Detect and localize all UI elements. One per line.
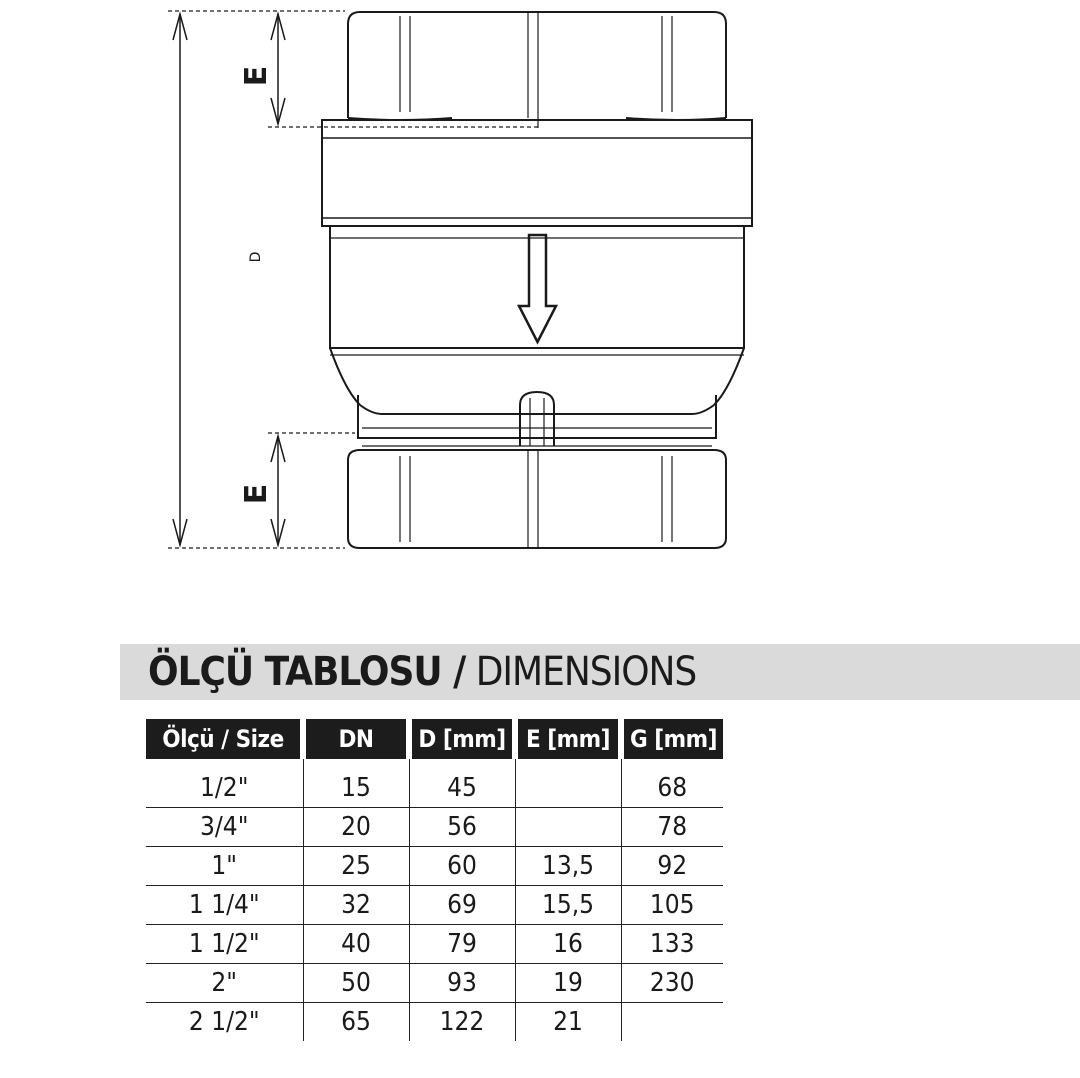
cell-g: 78 [621,808,723,847]
cell-dn: 50 [303,964,409,1003]
cell-e: 13,5 [515,847,621,886]
banner-title-light: DIMENSIONS [475,649,697,695]
cell-e: 15,5 [515,886,621,925]
cell-size: 1/2" [146,769,303,808]
cell-dn: 15 [303,769,409,808]
cell-g: 68 [621,769,723,808]
table-row [146,886,723,925]
header-size: Ölçü / Size [146,719,303,759]
table-row [146,925,723,964]
top-hex-nut [348,12,726,128]
cell-dn: 25 [303,847,409,886]
cell-size: 3/4" [146,808,303,847]
cell-dn: 20 [303,808,409,847]
table-row [146,964,723,1003]
table-row [146,847,723,886]
cell-g: 230 [621,964,723,1003]
cell-dn: 40 [303,925,409,964]
cell-d: 122 [409,1003,515,1042]
cell-size: 1 1/4" [146,886,303,925]
dimension-e-bottom-label: E [239,483,274,505]
table-row [146,769,723,808]
header-d: D [mm] [409,719,515,759]
bottom-hex-nut [348,450,726,548]
cell-e [515,808,621,847]
table-row [146,808,723,847]
table-row [146,1003,723,1042]
banner-title [148,649,696,695]
dimension-d-label: D [248,251,264,263]
cell-g [621,1003,723,1042]
flow-arrow-icon [519,235,556,342]
header-e: E [mm] [515,719,621,759]
cell-d: 69 [409,886,515,925]
table-spacer [146,759,723,769]
header-g: G [mm] [621,719,723,759]
dimension-e-top [239,14,540,127]
dimensions-banner [120,644,1080,700]
cell-e [515,769,621,808]
cell-size: 2 1/2" [188,1007,260,1037]
cell-g: 133 [621,925,723,964]
cell-d: 60 [409,847,515,886]
cell-d: 45 [409,769,515,808]
cell-size: 2" [146,964,303,1003]
cell-g: 105 [621,886,723,925]
cell-size: 1 1/2" [146,925,303,964]
cell-e: 16 [515,925,621,964]
banner-title-bold: ÖLÇÜ TABLOSU / [148,649,466,695]
dimension-e-top-label: E [239,65,274,87]
cell-e: 19 [515,964,621,1003]
cell-e: 21 [515,1003,621,1042]
valve-body [322,120,752,446]
cell-dn: 32 [303,886,409,925]
cell-d: 79 [409,925,515,964]
header-dn: DN [303,719,409,759]
cell-d: 93 [409,964,515,1003]
cell-size: 1" [146,847,303,886]
dimensions-table [146,719,723,1041]
dimension-d [168,11,345,548]
cell-dn: 65 [303,1003,409,1042]
table-header-row [146,719,723,759]
cell-g: 92 [621,847,723,886]
cell-d: 56 [409,808,515,847]
dimension-e-bottom [239,433,355,545]
